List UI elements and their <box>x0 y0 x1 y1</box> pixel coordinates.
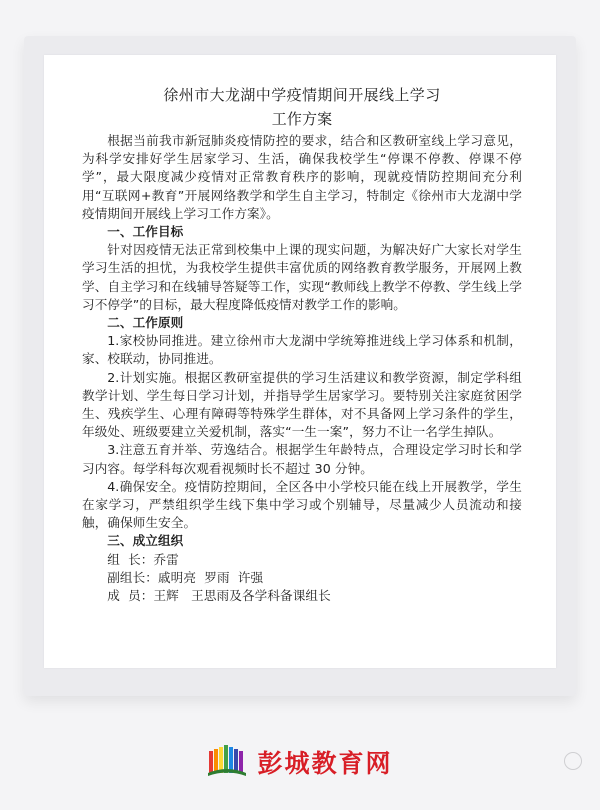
org-members: 成 员：王辉 王思雨及各学科备课组长 <box>107 588 331 604</box>
circle-watermark-icon <box>564 752 582 770</box>
watermark <box>564 752 582 770</box>
intro-paragraph: 根据当前我市新冠肺炎疫情防控的要求，结合和区教研室线上学习意见，为科学安排好学生居家学习、生活，确保我校学生“停课不停教、停课不停学”，最大限度减少疫情对正常教育秩序的影响，现就疫情防控期间充分利用“互联网+教育”开展网络教学和学生自主学习，特制定《徐州市大龙湖中学疫情期间开展线上学习工作方案》。 <box>82 133 522 221</box>
section-heading-organization: 三、成立组织 <box>107 533 184 549</box>
principle-1: 1.家校协同推进。建立徐州市大龙湖中学统筹推进线上学习体系和机制，家、校联动，协同推进。 <box>82 333 522 367</box>
document-subtitle: 工作方案 <box>271 110 333 128</box>
org-deputy: 副组长：戚明亮 罗雨 许强 <box>107 569 264 585</box>
colorful-book-icon <box>207 743 247 781</box>
section-heading-goals: 一、工作目标 <box>107 224 184 240</box>
goals-paragraph: 针对因疫情无法正常到校集中上课的现实问题，为解决好广大家长对学生学习生活的担忧，为我校学生提供丰富优质的网络教育教学服务，开展网上教学、自主学习和在线辅导答疑等工作，实现“教师线上教学不停教、学生线上学习不停学”的目标，最大程度降低疫情对教学工作的影响。 <box>82 242 522 312</box>
site-footer <box>0 742 600 782</box>
principle-4: 4.确保安全。疫情防控期间，全区各中小学校只能在线上开展教学，学生在家学习，严禁组织学生线下集中学习或个别辅导，尽量减少人员流动和接触，确保师生安全。 <box>82 478 522 531</box>
document-title: 徐州市大龙湖中学疫情期间开展线上学习 <box>163 86 441 104</box>
principle-3: 3.注意五育并举、劳逸结合。根据学生年龄特点，合理设定学习时长和学习内容。每学科每次观看视频时长不超过 30 分钟。 <box>82 442 522 476</box>
section-heading-principles: 二、工作原则 <box>107 315 184 331</box>
logo-text: 彭城教育网 <box>257 749 393 778</box>
org-leader: 组 长：乔雷 <box>107 551 179 567</box>
principle-2: 2.计划实施。根据区教研室提供的学习生活建议和教学资源，制定学科组教学计划、学生每日学习计划，并指导学生居家学习。要特别关注家庭贫困学生、残疾学生、心理有障碍等特殊学生群体，对不具备网上学习条件的学生，年级处、班级要建立关爱机制，落实“一生一案”，努力不让一名学生掉队。 <box>82 369 522 440</box>
site-logo[interactable] <box>207 743 392 781</box>
document-content <box>82 84 522 605</box>
